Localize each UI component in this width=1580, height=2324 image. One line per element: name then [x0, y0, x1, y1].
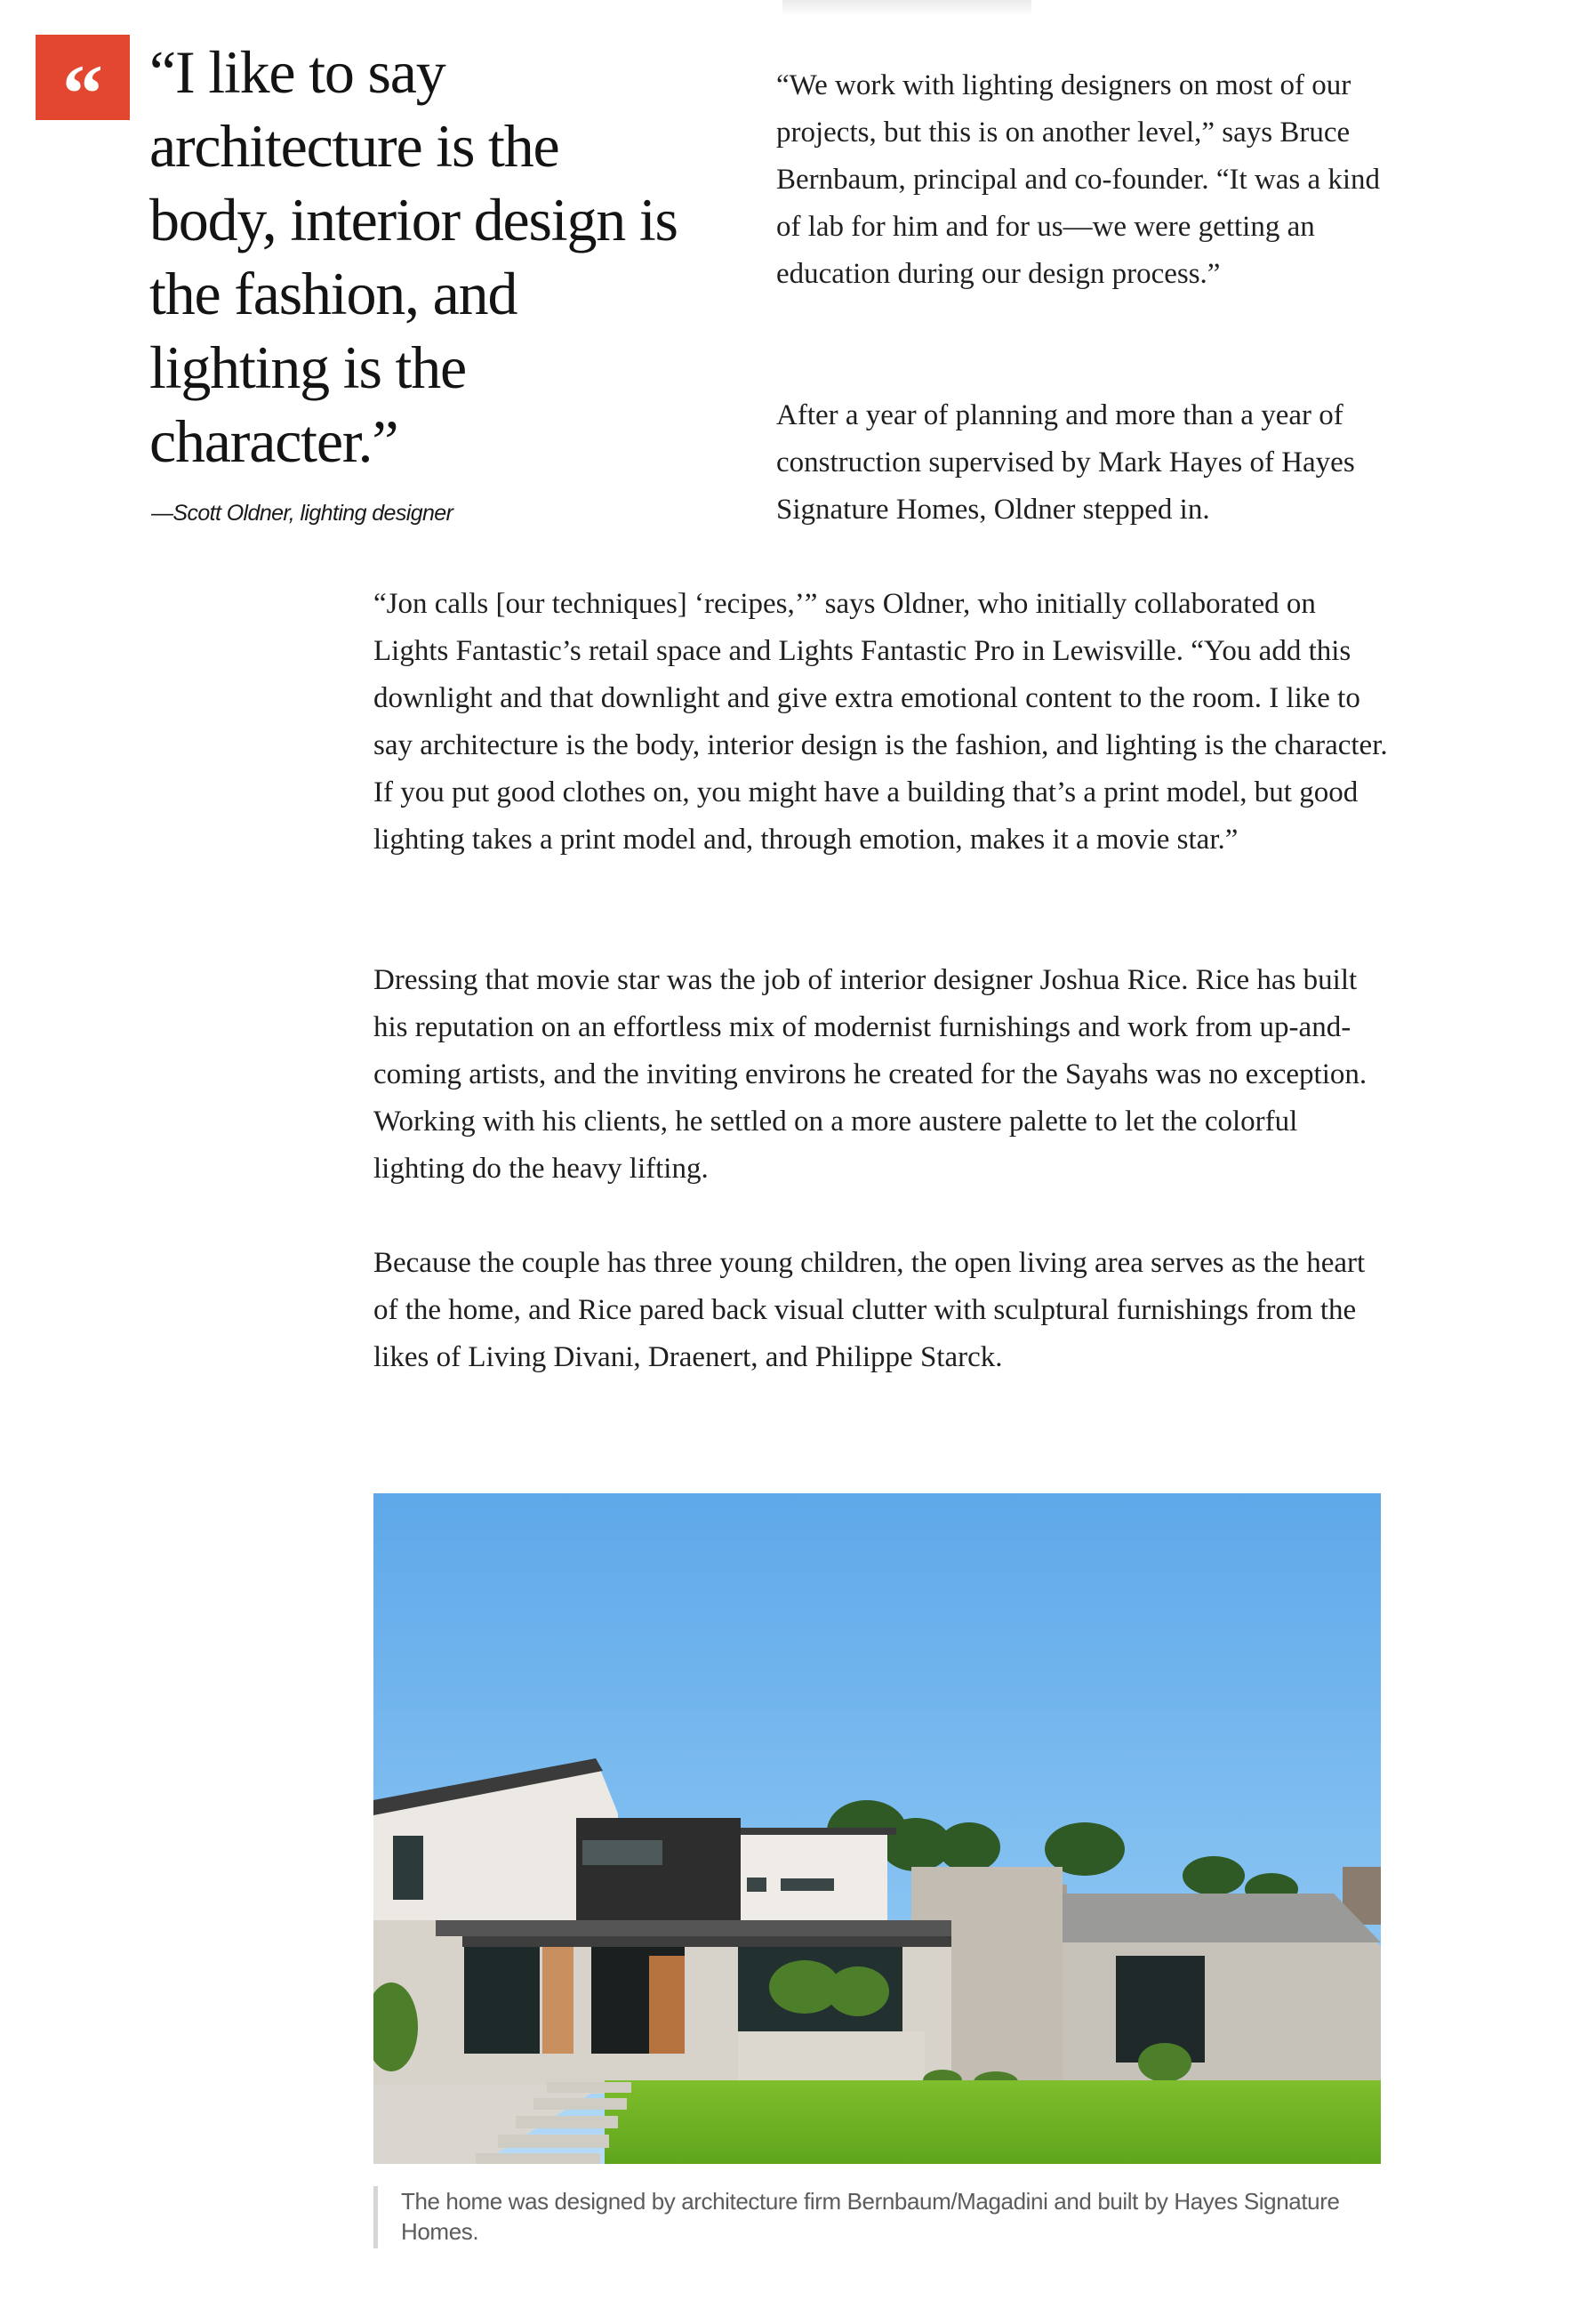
quote-mark-glyph: “ [62, 48, 103, 139]
body-paragraph-3: “Jon calls [our techniques] ‘recipes,’” says Oldner, who initially collaborated on Lights Fantastic’s retail space and Lights Fantastic Pro in Lewisville. “You add this downlight and that downlight and give extra emotional content to the room. I like to say architecture is the body, interior design is the fashion, and lighting is the character. If you put good clothes on, you might have a building that’s a print model, but good lighting takes a print model and, through emotion, makes it a movie star.” [373, 588, 1388, 856]
body-paragraph-2: After a year of planning and more than a year of construction supervised by Mark Hayes of Hayes Signature Homes, Oldner stepped in. [776, 399, 1355, 526]
body-paragraph-4: Dressing that movie star was the job of interior designer Joshua Rice. Rice has built his reputation on an effortless mix of modernist furnishings and work from up-and-coming artists, and the inviting environs he created for the Sayahs was no exception. Working with his clients, he settled on a more austere palette to let the colorful lighting do the heavy lifting. [373, 964, 1367, 1185]
body-paragraph-5: Because the couple has three young children, the open living area serves as the heart of the home, and Rice pared back visual clutter with sculptural furnishings from the likes of Living Divani, Draenert, and Philippe Starck. [373, 1247, 1366, 1373]
pull-quote-attribution: —Scott Oldner, lighting designer [151, 501, 453, 526]
body-paragraph-1: “We work with lighting designers on most of our projects, but this is on another level,” says Bruce Bernbaum, principal and co-founder. “It was a kind of lab for him and for us—we were getting an education during our design process.” [776, 69, 1381, 290]
top-fade-divider [782, 0, 1031, 16]
pull-quote: “I like to say architecture is the body, interior design is the fashion, and lighting is the character.” [149, 38, 678, 475]
quote-mark-icon [36, 35, 130, 139]
house-exterior-photo [373, 1493, 1381, 2164]
photo-caption: The home was designed by architecture firm Bernbaum/Magadini and built by Hayes Signature Homes. [401, 2188, 1340, 2245]
caption-rule [373, 2186, 378, 2248]
